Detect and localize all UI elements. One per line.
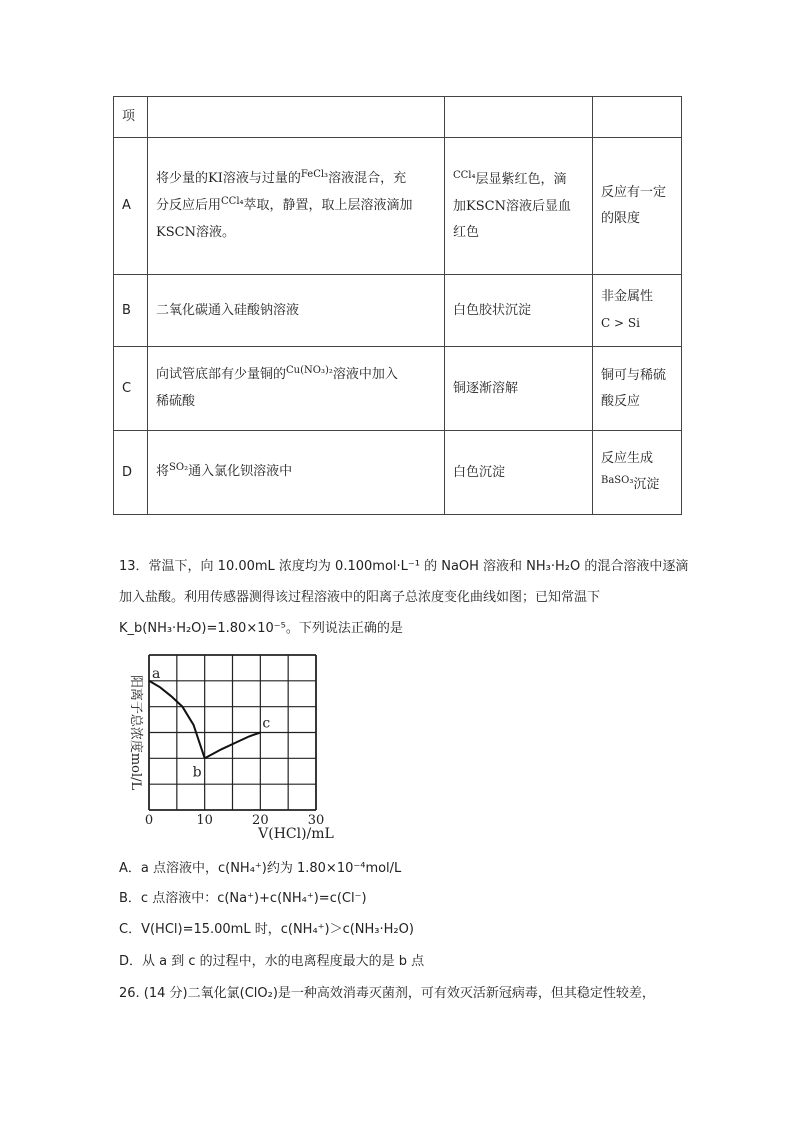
phenomenon-cell: 白色沉淀 bbox=[445, 431, 593, 515]
conclusion-cell: 反应生成 $^{BaSO_3}$沉淀 bbox=[593, 431, 682, 515]
row-label: C bbox=[114, 347, 148, 431]
point-label-c: c bbox=[262, 715, 271, 732]
header-cell: 项 bbox=[114, 97, 148, 138]
operation-cell: 将$^{SO_2}$通入氯化钡溶液中 bbox=[148, 431, 445, 515]
x-axis-label: V(HCl)/mL bbox=[258, 826, 334, 840]
conclusion-cell: 非金属性 C > Si bbox=[593, 275, 682, 347]
x-tick-label: 30 bbox=[307, 813, 325, 828]
conclusion-cell: 铜可与稀硫 酸反应 bbox=[593, 347, 682, 431]
question-13-line-2: 加入盐酸。利用传感器测得该过程溶液中的阳离子总浓度变化曲线如图；已知常温下 bbox=[119, 590, 601, 605]
x-tick-label: 0 bbox=[144, 813, 154, 828]
option-d: D．从 a 到 c 的过程中，水的电离程度最大的是 b 点 bbox=[119, 954, 425, 969]
experiment-table bbox=[113, 96, 682, 515]
option-c: C．V(HCl)=15.00mL 时，c(NH₄⁺)＞c(NH₃·H₂O) bbox=[119, 922, 414, 937]
concentration-chart bbox=[118, 650, 358, 840]
table-row bbox=[114, 138, 682, 275]
table-row bbox=[114, 347, 682, 431]
x-tick-label: 20 bbox=[252, 813, 269, 828]
table-row bbox=[114, 275, 682, 347]
point-label-a: a bbox=[152, 665, 161, 682]
option-b: B．c 点溶液中：c(Na⁺)+c(NH₄⁺)=c(Cl⁻) bbox=[119, 891, 367, 906]
table-row bbox=[114, 431, 682, 515]
row-label: A bbox=[114, 138, 148, 275]
question-13-line-3: K_b(NH₃·H₂O)=1.80×10⁻⁵。下列说法正确的是 bbox=[119, 621, 403, 636]
phenomenon-cell: 白色胶状沉淀 bbox=[445, 275, 593, 347]
operation-cell: 将少量的KI溶液与过量的$^{FeCl_3}$溶液混合，充 分反应后用$^{CCl_4}$萃取，静置，取上层溶液滴加 KSCN溶液。 bbox=[148, 138, 445, 275]
row-label: D bbox=[114, 431, 148, 515]
phenomenon-cell: $^{CCl_4}$层显紫红色，滴 加KSCN溶液后显血 红色 bbox=[445, 138, 593, 275]
chart-grid bbox=[149, 655, 316, 810]
row-label: B bbox=[114, 275, 148, 347]
question-26-line-1: 26. (14 分)二氧化氯(ClO₂)是一种高效消毒灭菌剂，可有效灭活新冠病毒，但其稳定性较差， bbox=[119, 986, 655, 1001]
table-row bbox=[114, 97, 682, 138]
x-tick-label: 10 bbox=[196, 813, 213, 828]
conclusion-cell: 反应有一定 的限度 bbox=[593, 138, 682, 275]
phenomenon-cell: 铜逐渐溶解 bbox=[445, 347, 593, 431]
point-label-b: b bbox=[192, 764, 202, 781]
operation-cell: 二氧化碳通入硅酸钠溶液 bbox=[148, 275, 445, 347]
question-13-line-1: 13．常温下，向 10.00mL 浓度均为 0.100mol·L⁻¹ 的 NaOH 溶液和 NH₃·H₂O 的混合溶液中逐滴 bbox=[119, 559, 689, 574]
y-axis-label: 阳离子总浓度mol/L bbox=[128, 674, 143, 791]
operation-cell: 向试管底部有少量铜的$^{Cu(NO_3)_2}$溶液中加入 稀硫酸 bbox=[148, 347, 445, 431]
option-a: A．a 点溶液中，c(NH₄⁺)约为 1.80×10⁻⁴mol/L bbox=[119, 861, 402, 876]
